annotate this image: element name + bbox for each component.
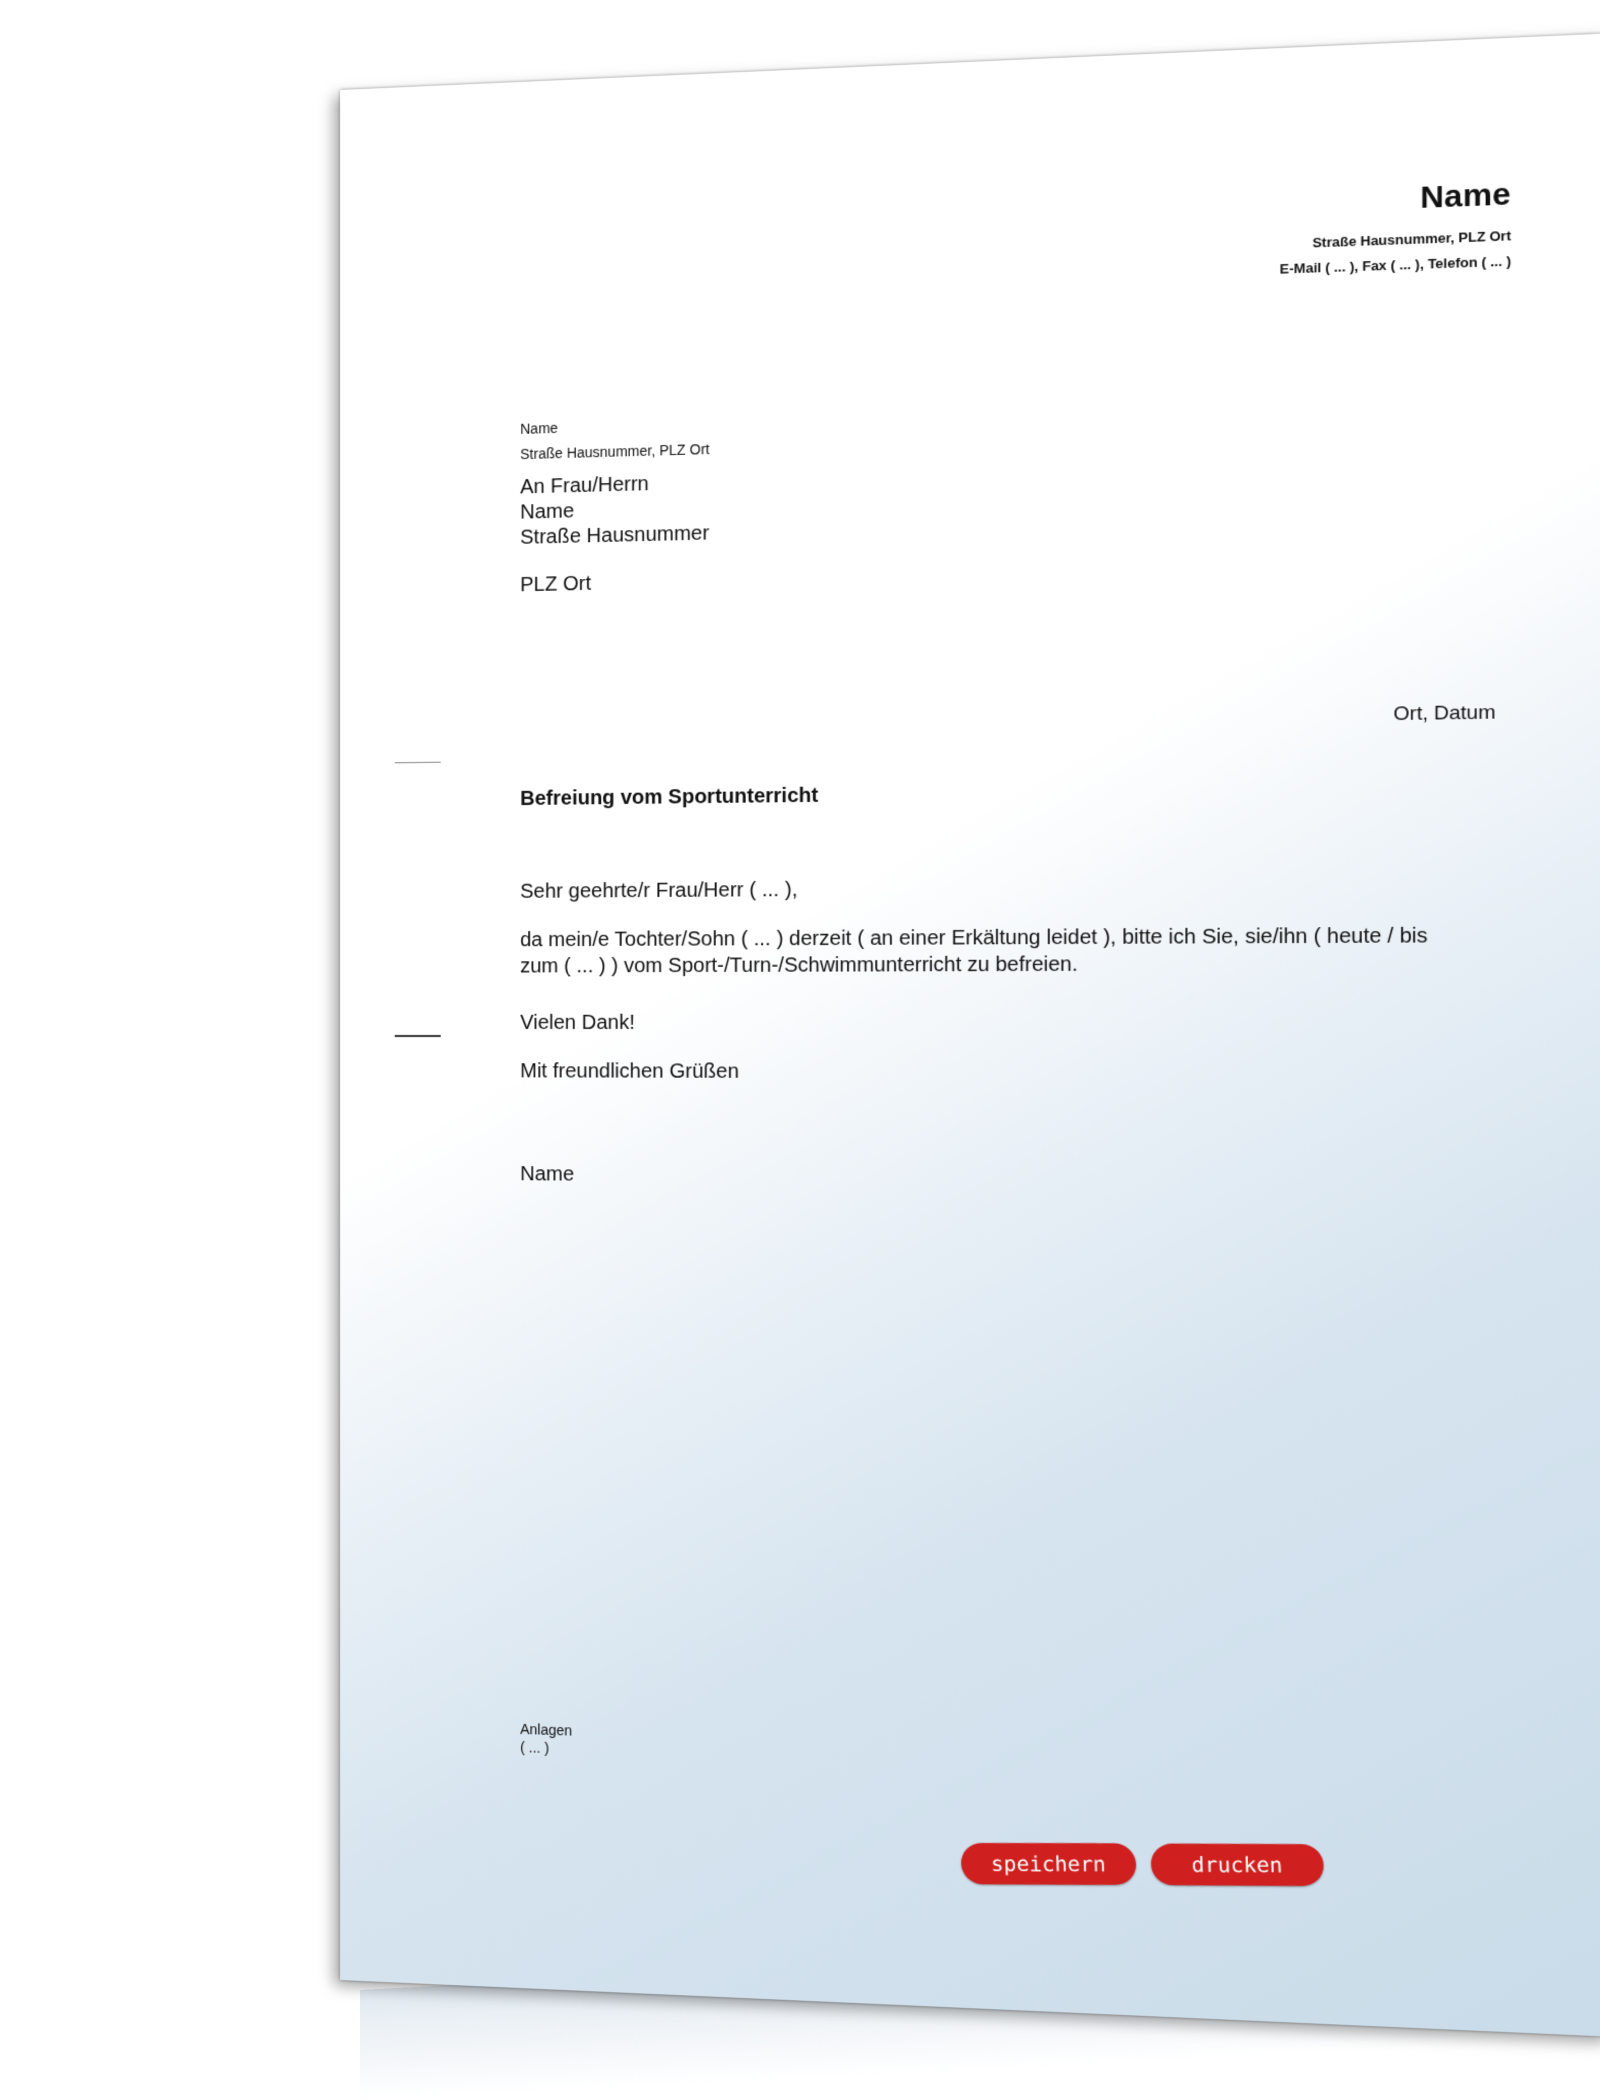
- letter-signature: Name: [520, 1163, 575, 1186]
- sender-contact: E-Mail ( ... ), Fax ( ... ), Telefon ( ... ): [1279, 253, 1512, 277]
- letter-thanks: Vielen Dank!: [520, 1011, 635, 1034]
- return-address-name: Name: [520, 419, 558, 437]
- return-address-street: Straße Hausnummer, PLZ Ort: [520, 440, 710, 463]
- recipient-salutation: An Frau/Herrn: [520, 472, 649, 499]
- attachments-value: ( ... ): [520, 1738, 550, 1757]
- letter-sheet: [340, 33, 1600, 2037]
- letter-salutation: Sehr geehrte/r Frau/Herr ( ... ),: [520, 878, 798, 903]
- recipient-name: Name: [520, 500, 575, 524]
- recipient-city: PLZ Ort: [520, 572, 592, 597]
- letter-body: da mein/e Tochter/Sohn ( ... ) derzeit ( an einer Erkältung leidet ), bitte ich Sie, sie/ihn ( heute / bis zum ( ... ) ) vom Sport-/Turn-/Schwimmunterricht zu befreien.: [520, 924, 1428, 978]
- letter-closing: Mit freundlichen Grüßen: [520, 1060, 739, 1083]
- fold-mark-top: [395, 762, 441, 764]
- letter-subject: Befreiung vom Sportunterricht: [520, 784, 819, 811]
- sender-name: Name: [1420, 177, 1512, 216]
- print-button[interactable]: drucken: [1150, 1844, 1324, 1886]
- place-date: Ort, Datum: [1393, 701, 1496, 726]
- save-button[interactable]: speichern: [960, 1843, 1136, 1885]
- attachments-label: Anlagen: [520, 1720, 573, 1739]
- recipient-street: Straße Hausnummer: [520, 522, 710, 549]
- fold-mark-middle: [395, 1035, 441, 1037]
- sender-address: Straße Hausnummer, PLZ Ort: [1312, 227, 1512, 251]
